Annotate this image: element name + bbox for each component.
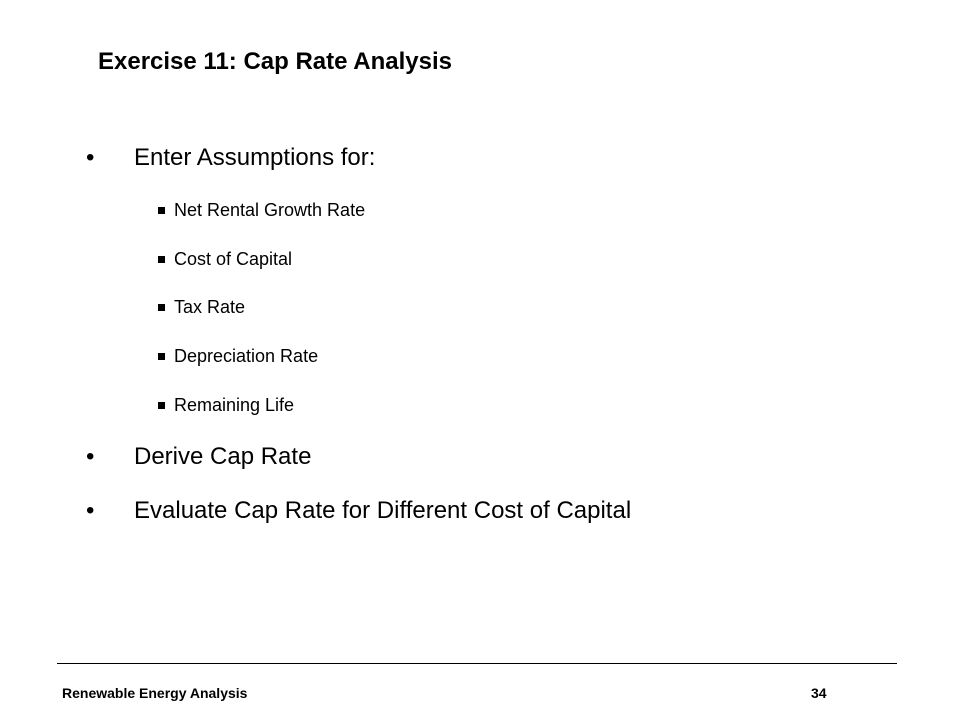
bullet-text: Enter Assumptions for: bbox=[134, 144, 376, 171]
sub-bullet-item bbox=[158, 198, 365, 222]
square-bullet-icon bbox=[158, 353, 165, 360]
sub-bullet-text: Tax Rate bbox=[174, 297, 246, 317]
bullet-text: Derive Cap Rate bbox=[134, 443, 312, 470]
bullet-item bbox=[86, 142, 375, 174]
square-bullet-icon bbox=[158, 304, 165, 311]
footer-title: Renewable Energy Analysis bbox=[62, 685, 248, 701]
bullet-item bbox=[86, 495, 631, 527]
sub-bullet-item bbox=[158, 295, 245, 319]
sub-bullet-item bbox=[158, 393, 294, 417]
sub-bullet-text: Net Rental Growth Rate bbox=[174, 200, 366, 220]
sub-bullet-text: Depreciation Rate bbox=[174, 346, 319, 366]
bullet-item bbox=[86, 441, 311, 473]
square-bullet-icon bbox=[158, 256, 165, 263]
slide-title: Exercise 11: Cap Rate Analysis bbox=[98, 48, 452, 75]
sub-bullet-text: Remaining Life bbox=[174, 395, 295, 415]
sub-bullet-text: Cost of Capital bbox=[174, 249, 293, 269]
sub-bullet-item bbox=[158, 247, 292, 271]
bullet-text: Evaluate Cap Rate for Different Cost of Capital bbox=[134, 497, 632, 524]
bullet-dot-icon: • bbox=[86, 497, 95, 524]
square-bullet-icon bbox=[158, 207, 165, 214]
footer-divider bbox=[57, 663, 897, 664]
sub-bullet-item bbox=[158, 344, 318, 368]
square-bullet-icon bbox=[158, 402, 165, 409]
bullet-dot-icon: • bbox=[86, 443, 95, 470]
bullet-dot-icon: • bbox=[86, 144, 95, 171]
page-number: 34 bbox=[811, 685, 827, 701]
